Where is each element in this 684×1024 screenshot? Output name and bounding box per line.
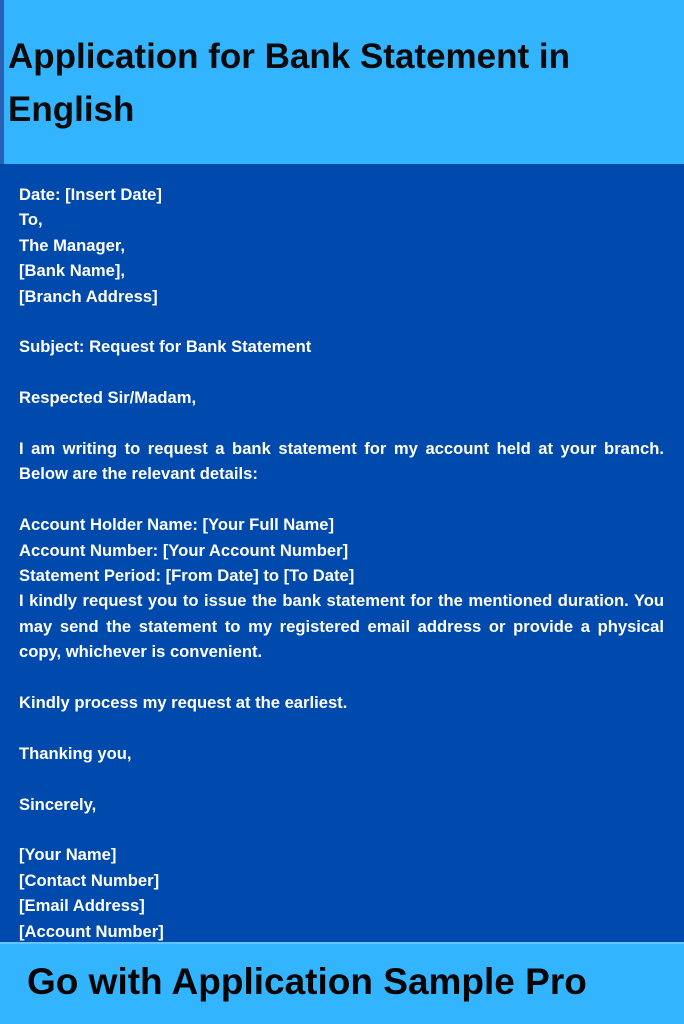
signature-account-number: [Account Number] [19,921,164,941]
closing-request: Kindly process my request at the earliest. [19,693,348,713]
date-line: Date: [Insert Date] [19,185,162,204]
email-address: [Email Address] [19,896,145,916]
footer-banner [0,942,684,1024]
your-name: [Your Name] [19,845,117,865]
thanks-line: Thanking you, [19,743,132,763]
footer-tagline: Go with Application Sample Pro [27,961,587,1002]
statement-period: Statement Period: [From Date] to [To Date] [19,566,355,586]
letter-body [0,164,684,942]
details-paragraph [19,512,664,664]
account-number: Account Number: [Your Account Number] [19,540,349,560]
header-banner [0,0,684,164]
subject-line: Subject: Request for Bank Statement [19,337,312,357]
request-text: I kindly request you to issue the bank statement for the mentioned duration. You may send the statement to my registered email address or provide a physical copy, whichever is convenient. [19,591,664,662]
signature-block [19,842,664,944]
address-block [19,182,664,309]
salutation: Respected Sir/Madam, [19,388,197,408]
to-line: To, [19,210,43,230]
bank-name: [Bank Name], [19,261,126,281]
recipient-title: The Manager, [19,235,126,255]
page-title: Application for Bank Statement in English [8,37,570,129]
intro-paragraph: I am writing to request a bank statement for my account held at your branch. Below are the relevant details: [19,439,664,484]
sign-off: Sincerely, [19,794,97,814]
contact-number: [Contact Number] [19,870,160,890]
branch-address: [Branch Address] [19,286,158,306]
account-holder-name: Account Holder Name: [Your Full Name] [19,515,335,535]
